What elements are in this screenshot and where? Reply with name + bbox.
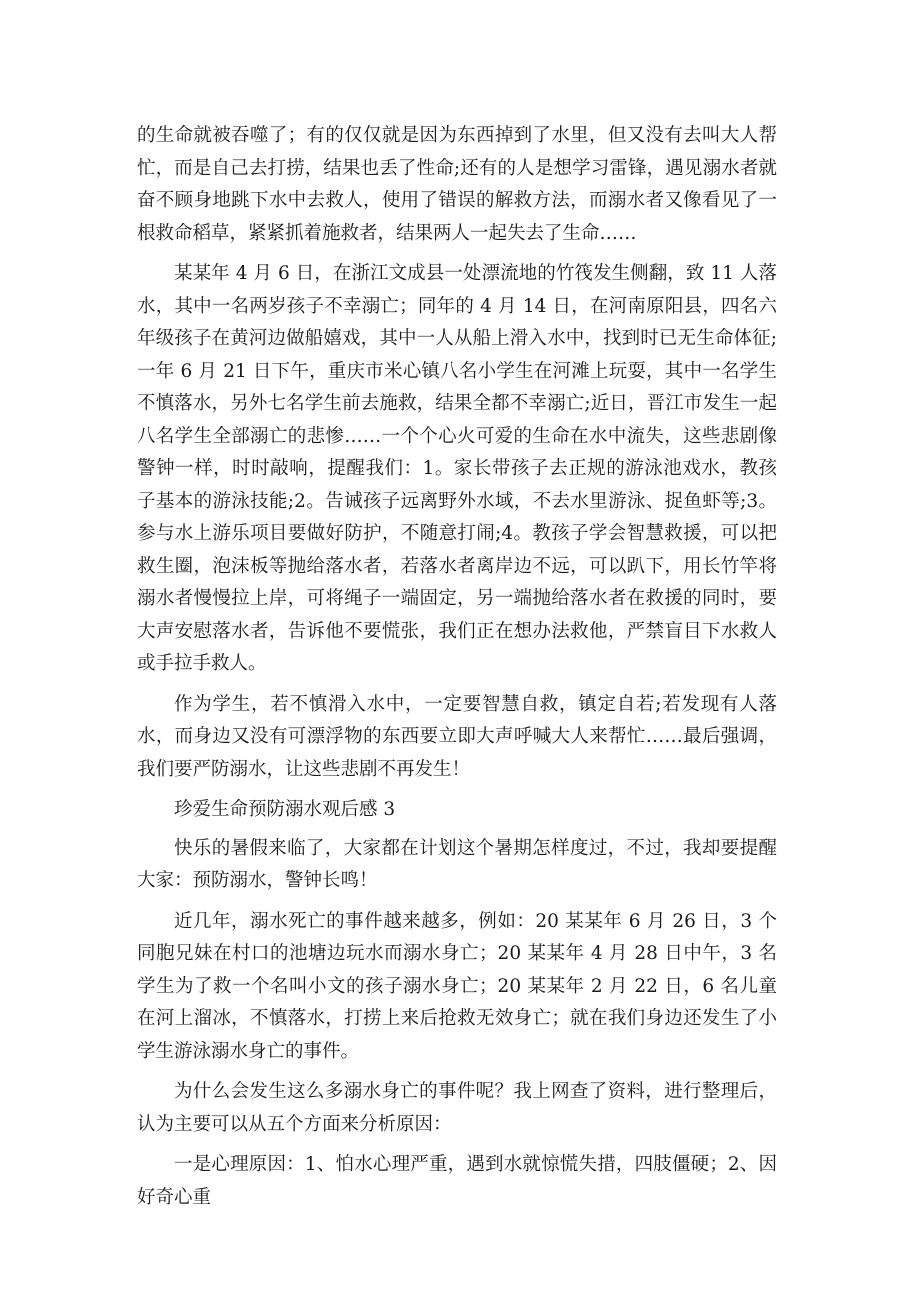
- paragraph-incident-list: 某某年 4 月 6 日，在浙江文成县一处漂流地的竹筏发生侧翻，致 11 人落水，其中一名两岁孩子不幸溺亡；同年的 4 月 14 日，在河南原阳县，四名六年级孩子在黄河边做船嬉戏，其中一人从船上滑入水中，找到时已无生命体征;一年 6 月 21 日下午，重庆市米心镇八名小学生在河滩上玩耍，其中一名学生不慎落水，另外七名学生前去施救，结果全都不幸溺亡;近日，晋江市发生一起八名学生全部溺亡的悲惨……一个个心火可爱的生命在水中流失，这些悲剧像警钟一样，时时敲响，提醒我们：1。家长带孩子去正规的游泳池戏水，教孩子基本的游泳技能;2。告诫孩子远离野外水域，不去水里游泳、捉鱼虾等;3。参与水上游乐项目要做好防护，不随意打闹;4。教孩子学会智慧救援，可以把救生圈，泡沫板等抛给落水者，若落水者离岸边不远，可以趴下，用长竹竿将溺水者慢慢拉上岸，可将绳子一端固定，另一端抛给落水者在救援的同时，要大声安慰落水者，告诉他不要慌张，我们正在想办法救他，严禁盲目下水救人或手拉手救人。: [137, 263, 777, 674]
- paragraph-why-question: 为什么会发生这么多溺水身亡的事件呢？我上网查了资料，进行整理后，认为主要可以从五个方面来分析原因：: [137, 1081, 777, 1135]
- document-body: [137, 120, 777, 1222]
- paragraph-continuation: 的生命就被吞噬了；有的仅仅就是因为东西掉到了水里，但又没有去叫大人帮忙，而是自己去打捞，结果也丢了性命;还有的人是想学习雷锋，遇见溺水者就奋不顾身地跳下水中去救人，使用了错误的解救方法，而溺水者又像看见了一根救命稻草，紧紧抓着施救者，结果两人一起失去了生命……: [137, 125, 777, 244]
- paragraph-recent-cases: 近几年，溺水死亡的事件越来越多，例如：20 某某年 6 月 26 日，3 个同胞兄妹在村口的池塘边玩水而溺水身亡；20 某某年 4 月 28 日中午，3 名学生为了救一个名叫小文的孩子溺水身亡；20 某某年 2 月 22 日，6 名儿童在河上溜冰，不慎落水，打捞上来后抢救无效身亡；就在我们身边还发生了小学生游泳溺水身亡的事件。: [137, 910, 777, 1062]
- paragraph-psychological-reason: 一是心理原因：1、怕水心理严重，遇到水就惊慌失措，四肢僵硬；2、因好奇心重: [137, 1154, 777, 1208]
- section-heading: 珍爱生命预防溺水观后感 3: [174, 799, 396, 820]
- paragraph-summer-intro: 快乐的暑假来临了，大家都在计划这个暑期怎样度过，不过，我却要提醒大家：预防溺水，警钟长鸣！: [137, 837, 777, 891]
- paragraph-student-advice: 作为学生，若不慎滑入水中，一定要智慧自救，镇定自若;若发现有人落水，而身边又没有可漂浮物的东西要立即大声呼喊大人来帮忙……最后强调，我们要严防溺水，让这些悲剧不再发生！: [137, 693, 777, 780]
